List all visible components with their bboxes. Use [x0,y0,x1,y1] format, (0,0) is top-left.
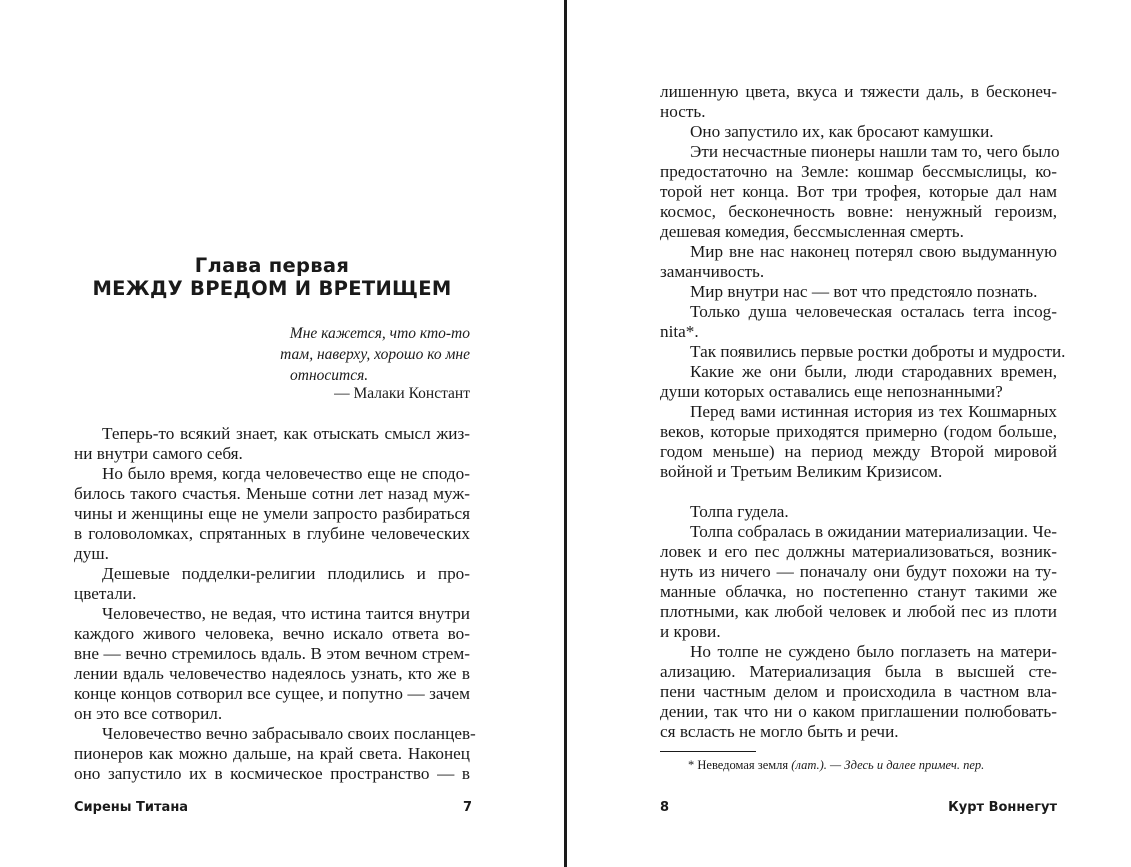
text-line: Мир внутри нас — вот что предстояло познать. [690,282,1038,301]
text-line: Только душа человеческая осталась terra incog- [690,302,1057,321]
chapter-heading: Глава первая [194,254,350,277]
text-line: веков, которые приходятся примерно (годом больше, [660,422,1057,441]
text-line: цветали. [74,584,137,603]
text-line: пионеров как можно дальше, на край света. Наконец [74,744,470,763]
text-line: душ. [74,544,109,563]
footnote-prefix: * Неведомая земля [688,758,792,772]
text-line: лении вдаль человечество надеялось узнать, кто же в [74,664,470,683]
text-line: нуть из ничего — поначалу они будут похожи на ту- [660,562,1057,581]
epigraph-line: Мне кажется, что кто-то [289,325,470,342]
text-line: Человечество, не ведая, что истина таится внутри [102,604,470,623]
text-line: Перед вами истинная история из тех Кошмарных [690,402,1057,421]
chapter-title: МЕЖДУ ВРЕДОМ И ВРЕТИЩЕМ [92,277,452,300]
text-line: заманчивость. [660,262,765,281]
text-line: оно запустило их в космическое пространство — в [74,764,470,783]
footnote [688,757,984,773]
epigraph-author: — Малаки Констант [334,385,470,402]
text-line: ся всласть не могло быть и речи. [660,722,899,741]
text-line: и крови. [660,622,721,641]
running-title-right: Курт Воннегут [948,800,1057,815]
text-line: Теперь-то всякий знает, как отыскать смысл жиз- [102,424,470,443]
text-line: Толпа гудела. [690,502,789,521]
page-number-right: 8 [660,800,670,815]
epigraph-line: относится. [290,367,369,384]
text-line: Дешевые подделки-религии плодились и про- [102,564,470,583]
footnote-lang: (лат.). [791,758,827,772]
text-line: чины и женщины еще не умели запросто разбираться [74,504,470,523]
text-line: манные облачка, но постепенно станут такими же [660,582,1057,601]
text-line: Какие же они были, люди стародавних времен, [690,362,1057,381]
text-line: Эти несчастные пионеры нашли там то, чего было [690,142,1060,161]
text-line: Так появились первые ростки доброты и мудрости. [690,342,1066,361]
text-line: годом меньше) на период между Второй мировой [660,442,1057,461]
text-line: конце концов сотворил все сущее, и попутно — зачем [74,684,470,703]
text-line: вне — вечно стремилось вдаль. В этом вечном стрем- [74,644,470,663]
footnote-suffix: — Здесь и далее примеч. пер. [826,758,985,772]
text-line: торой нет конца. Вот три трофея, которые дал нам [660,182,1057,201]
text-line: Мир вне нас наконец потерял свою выдуманную [690,242,1057,261]
running-title-left: Сирены Титана [74,800,189,815]
text-line: Толпа собралась в ожидании материализации. Че- [690,522,1057,541]
text-line: билось такого счастья. Меньше сотни лет назад муж- [74,484,470,503]
text-line: плотными, как любой человек и любой пес из плоти [660,602,1057,621]
text-line: пени частным делом и происходила в частном вла- [660,682,1057,701]
text-line: ализацию. Материализация была в высшей сте- [660,662,1057,681]
footnote-rule [660,751,756,752]
text-line: ловек и его пес должны материализоваться, возник- [660,542,1057,561]
text-line: войной и Третьим Великим Кризисом. [660,462,943,481]
text-line: nita*. [660,322,699,341]
text-line: он это все сотворил. [74,704,223,723]
epigraph-line: там, наверху, хорошо ко мне [280,346,470,363]
text-line: Но толпе не суждено было поглазеть на матери- [690,642,1057,661]
text-line: дешевая комедия, бессмысленная смерть. [660,222,964,241]
book-spine [564,0,567,867]
text-line: Но было время, когда человечество еще не сподо- [102,464,470,483]
text-line: ность. [660,102,706,121]
text-line: Человечество вечно забрасывало своих посланцев- [102,724,476,743]
text-line: дении, так что ни о каком приглашении полюбовать- [660,702,1057,721]
text-line: космос, бесконечность вовне: ненужный героизм, [660,202,1057,221]
page-number-left: 7 [463,800,473,815]
text-line: души которых оставались еще непознанными? [660,382,1003,401]
text-line: лишенную цвета, вкуса и тяжести даль, в бесконеч- [660,82,1057,101]
text-line: ни внутри самого себя. [74,444,243,463]
text-line: каждого живого человека, вечно искало ответа во- [74,624,470,643]
text-line: в головоломках, спрятанных в глубине человеческих [74,524,470,543]
text-line: Оно запустило их, как бросают камушки. [690,122,994,141]
text-line: предостаточно на Земле: кошмар бессмыслицы, ко- [660,162,1057,181]
